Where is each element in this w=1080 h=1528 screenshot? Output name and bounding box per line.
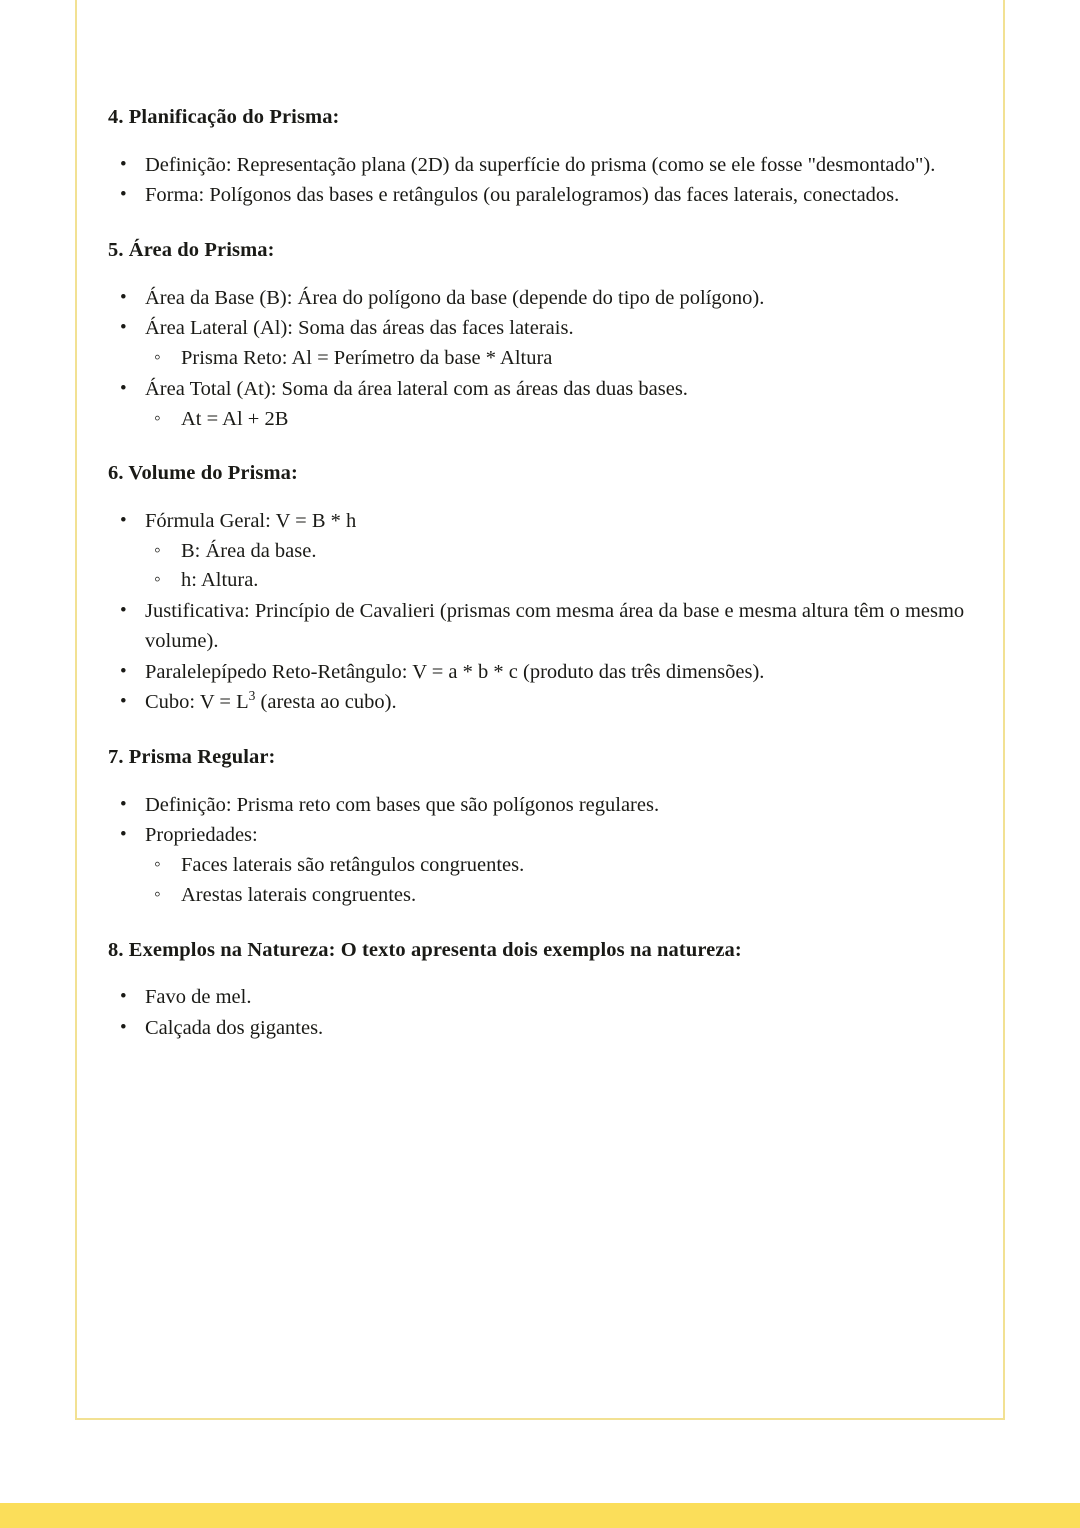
sub-list-item-text: Faces laterais são retângulos congruentes.: [181, 854, 525, 877]
list-item-text: Justificativa: Princípio de Cavalieri (prismas com mesma área da base e mesma altura têm o mesmo volume).: [145, 600, 965, 652]
section-5: [108, 237, 988, 434]
section-7: [108, 744, 988, 911]
list-item: [108, 791, 988, 821]
sub-list-item: [145, 537, 988, 567]
section-heading-7: 7. Prisma Regular:: [108, 745, 276, 768]
list-item-text-tail: (aresta ao cubo).: [255, 691, 397, 714]
sub-list-item-text: Arestas laterais congruentes.: [181, 883, 417, 906]
section-5-list: [108, 284, 988, 435]
sub-list-item-text: h: Altura.: [181, 569, 259, 592]
list-item-text: Calçada dos gigantes.: [145, 1016, 324, 1039]
sub-list-item: [145, 405, 988, 435]
section-8: [108, 937, 988, 1044]
footer-accent-bar: [0, 1503, 1080, 1528]
section-6: [108, 460, 988, 718]
sub-list-item-text: At = Al + 2B: [181, 407, 289, 430]
list-item: [108, 181, 988, 211]
sub-list: [145, 405, 988, 435]
section-4: [108, 104, 988, 211]
section-4-list: [108, 151, 988, 211]
exponent: 3: [248, 688, 256, 704]
sub-list: [145, 344, 988, 374]
list-item-text: Definição: Representação plana (2D) da superfície do prisma (como se ele fosse "desmontado").: [145, 153, 936, 176]
sub-list-item: [145, 881, 988, 911]
sub-list-item: [145, 851, 988, 881]
sub-list-item: [145, 566, 988, 596]
section-6-list: [108, 507, 988, 718]
section-7-list: [108, 791, 988, 911]
list-item: [108, 821, 988, 910]
list-item-text: Área Total (At): Soma da área lateral com as áreas das duas bases.: [145, 377, 688, 400]
list-item: [108, 284, 988, 314]
list-item: [108, 375, 988, 434]
list-item-text: Área Lateral (Al): Soma das áreas das faces laterais.: [145, 317, 574, 340]
sub-list-item-text: Prisma Reto: Al = Perímetro da base * Altura: [181, 347, 553, 370]
list-item: [108, 314, 988, 373]
list-item-text: Propriedades:: [145, 824, 258, 847]
list-item: [108, 597, 988, 656]
list-item: [108, 507, 988, 596]
list-item-text: Paralelepípedo Reto-Retângulo: V = a * b * c (produto das três dimensões).: [145, 660, 765, 683]
list-item-text: Favo de mel.: [145, 986, 252, 1009]
list-item-text: Cubo: V = L: [145, 691, 249, 714]
list-item: [108, 983, 988, 1013]
list-item-text: Definição: Prisma reto com bases que são polígonos regulares.: [145, 793, 660, 816]
sub-list-item: [145, 344, 988, 374]
list-item-text: Fórmula Geral: V = B * h: [145, 509, 357, 532]
section-8-list: [108, 983, 988, 1043]
sub-list-item-text: B: Área da base.: [181, 539, 317, 562]
section-heading-8: 8. Exemplos na Natureza: O texto apresenta dois exemplos na natureza:: [108, 938, 742, 961]
document-content: [108, 104, 988, 1045]
list-item-text: Área da Base (B): Área do polígono da base (depende do tipo de polígono).: [145, 286, 765, 309]
list-item: [108, 688, 988, 718]
list-item: [108, 151, 988, 181]
list-item-text: Forma: Polígonos das bases e retângulos (ou paralelogramos) das faces laterais, conectados.: [145, 184, 900, 207]
sub-list: [145, 537, 988, 596]
section-heading-6: 6. Volume do Prisma:: [108, 462, 298, 485]
list-item: [108, 1014, 988, 1044]
sub-list: [145, 851, 988, 910]
list-item: [108, 658, 988, 688]
section-heading-5: 5. Área do Prisma:: [108, 239, 275, 262]
section-heading-4: 4. Planificação do Prisma:: [108, 106, 340, 128]
